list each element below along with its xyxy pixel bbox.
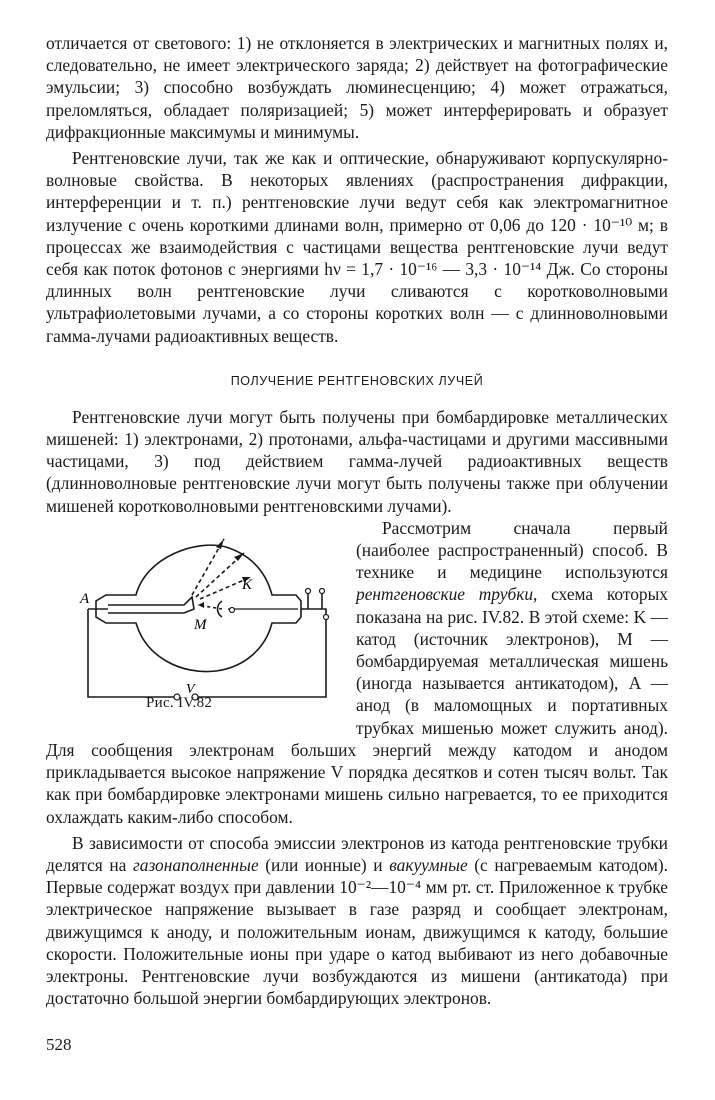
- label-anode: A: [80, 590, 90, 607]
- label-voltage: V: [186, 681, 195, 697]
- xray-tube-diagram: [46, 517, 346, 717]
- paragraph-wave-properties: Рентгеновские лучи, так же как и оптические, обнаруживают корпускулярно-волновые свойства. В некоторых явлениях (распространения дифракции, интерференции и т. п.) рентгеновские лучи ведут себя как электромагнитное излучение с очень короткими длинами волн, примерно от 0,06 до 120 · 10⁻¹⁰ м; в процессах же взаимодействия с частицами вещества рентгеновские лучи ведут себя как поток фотонов с энергиями hν = 1,7 · 10⁻¹⁶ — 3,3 · 10⁻¹⁴ Дж. Со стороны длинных волн рентгеновские лучи сливаются с коротковолновыми ультрафиолетовыми лучами, а со стороны коротких волн — с длинноволновыми гамма-лучами радиоактивных веществ.: [46, 148, 668, 346]
- anode-rod: [108, 597, 194, 613]
- label-cathode: K: [242, 576, 253, 593]
- term-vacuum: вакуумные: [389, 854, 468, 875]
- term-gas-filled: газонаполненные: [132, 854, 259, 875]
- page-number: 528: [46, 1035, 72, 1054]
- paragraph-properties: отличается от светового: 1) не отклоняется в электрических и магнитных полях и, следовательно, не имеет электрического заряда; 2) действует на фотографические эмульсии; 3) способно возбуждать люминесценцию; 4) может отражаться, преломляться, обладает поляризацией; 5) может интерферировать и образует дифракционные максимумы и минимумы.: [46, 33, 668, 142]
- figure-caption: Рис. IV.82: [146, 694, 213, 711]
- paragraph-production-methods: Рентгеновские лучи могут быть получены при бомбардировке металлических мишеней: 1) электронами, 2) протонами, альфа-частицами и другими массивными частицами, 3) под действием гамма-лучей радиоактивных веществ (длинноволновые рентгеновские лучи могут быть получены также при облучении мишеней коротковолновыми рентгеновскими лучами).: [46, 406, 668, 516]
- term-xray-tubes: рентгеновские трубки: [356, 584, 534, 605]
- tube-bulb: [96, 545, 301, 671]
- section-heading: ПОЛУЧЕНИЕ РЕНТГЕНОВСКИХ ЛУЧЕЙ: [230, 373, 484, 388]
- label-target: M: [194, 616, 207, 633]
- paragraph-tube-types: В зависимости от способа эмиссии электронов из катода рентгеновские трубки делятся на газонаполненные (или ионные) и вакуумные (с нагреваемым катодом). Первые содержат воздух при давлении 10⁻²—10⁻⁴ мм рт. ст. Приложенное к трубке электрическое напряжение вызывает в газе разряд и сообщает электронам, движущимся к аноду, и положительным ионам, движущимся к катоду, большие скорости. Положительные ионы при ударе о катод выбивают из него добавочные электроны. Рентгеновские лучи возбуждаются из мишени (антикатода) при достаточно большой энергии бомбардирующих электронов.: [46, 832, 668, 1009]
- page-body: [46, 32, 668, 1009]
- paragraph-xray-tube: Рассмотрим сначала первый (наиболее распространенный) способ. В технике и медицине используются рентгеновские трубки, схема которых показана на рис. IV.82. В этой схеме: K — катод (источник электронов), M — бомбардируемая металлическая мишень (иногда называется антикатодом), A — анод (в маломощных и портативных трубках мишенью может служить анод). Для сообщения электронам больших энергий между катодом и анодом прикладывается высокое напряжение V порядка десятков и сотен тысяч вольт. Так как при бомбардировке электронами мишень сильно нагревается, то ее приходится охлаждать каким-либо способом.: [46, 517, 668, 827]
- xray-tube-figure: [46, 517, 346, 739]
